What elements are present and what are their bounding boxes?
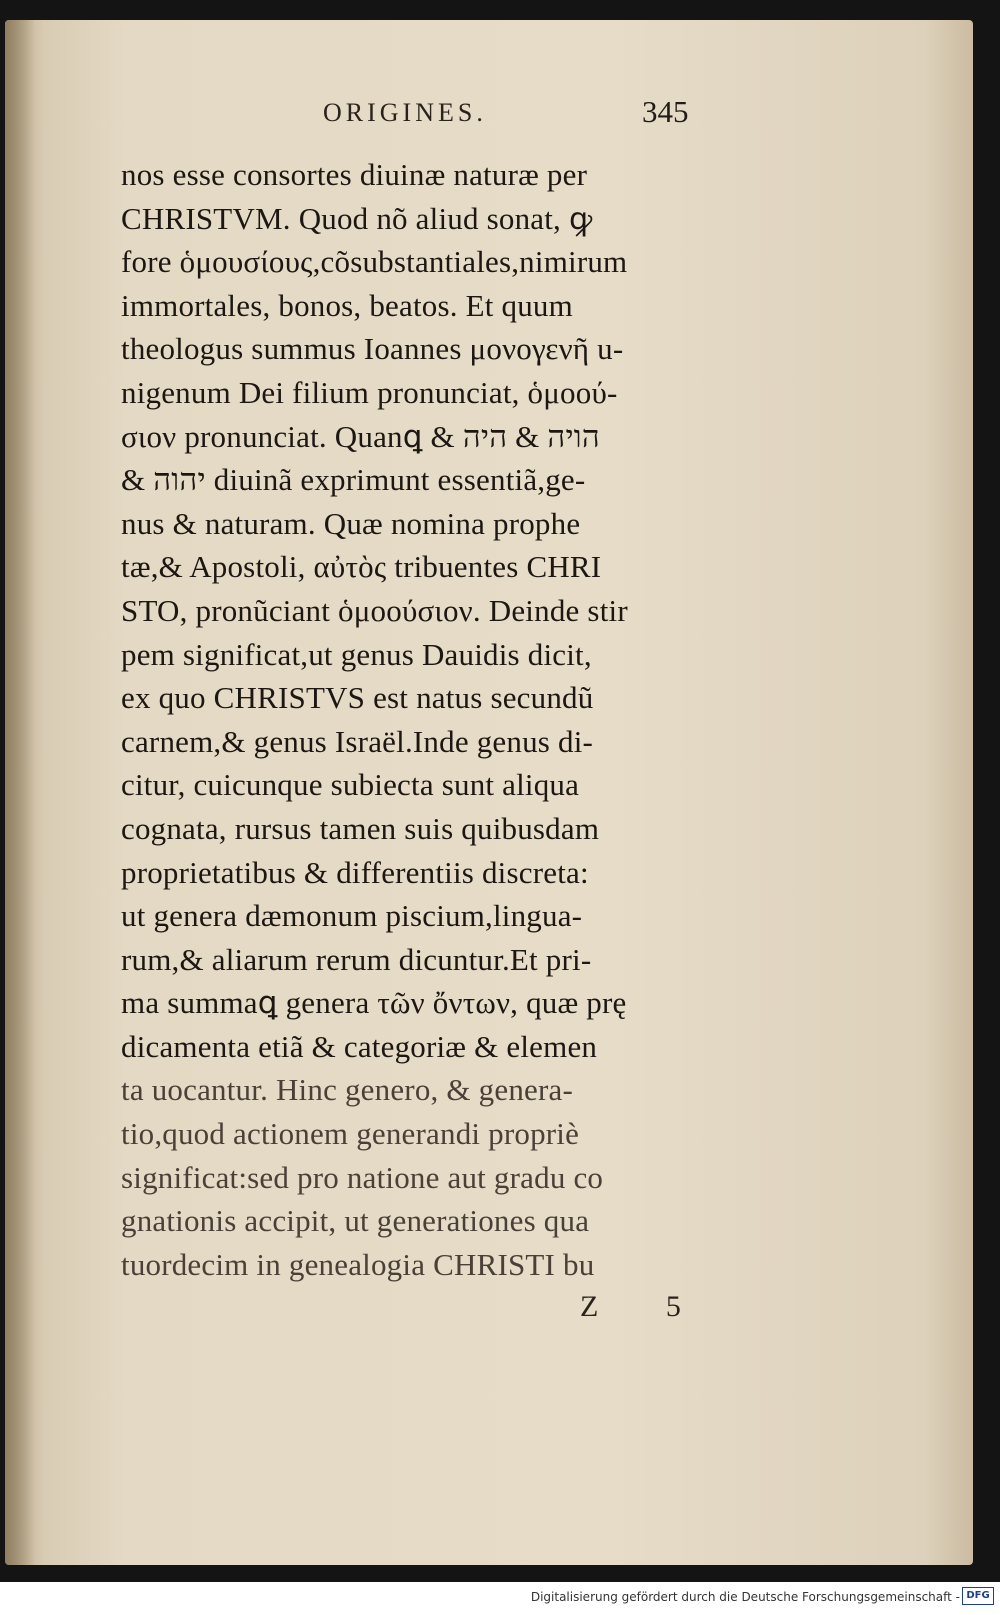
text-line: σιον pronunciat. Quanꝗ & הויה & היה xyxy=(121,418,600,454)
page-number: 345 xyxy=(642,94,689,129)
text-line: dicamenta etiã & categoriæ & elemen xyxy=(121,1028,598,1064)
text-line: rum,& aliarum rerum dicuntur.Et pri- xyxy=(121,941,592,977)
text-line: & יהוה diuinã exprimunt essentiã,ge- xyxy=(121,462,586,498)
text-line: STO, pronũciant ὁμοούσιον. Deinde stir xyxy=(121,592,628,628)
text-line: gnationis accipit, ut generationes qua xyxy=(121,1203,590,1239)
body-text xyxy=(121,153,761,1286)
text-line: CHRISTVM. Quod nõ aliud sonat, ꝙ xyxy=(121,200,593,236)
text-line: immortales, bonos, beatos. Et quum xyxy=(121,287,573,323)
text-line: theologus summus Ioannes μονογενῆ u- xyxy=(121,331,624,367)
text-line: ut genera dæmonum piscium,lingua- xyxy=(121,898,583,934)
text-line: pem significat,ut genus Dauidis dicit, xyxy=(121,636,592,672)
text-line: carnem,& genus Israël.Inde genus di- xyxy=(121,723,594,759)
text-line: tio,quod actionem generandi propriè xyxy=(121,1116,580,1152)
book-page xyxy=(5,20,973,1565)
text-line: ma summaꝗ genera τῶν ὄντων, quæ prę xyxy=(121,985,627,1021)
text-line: nos esse consortes diuinæ naturæ per xyxy=(121,157,588,192)
running-title: ORIGINES. xyxy=(323,98,487,127)
footer-credit: Digitalisierung gefördert durch die Deutsche Forschungsgemeinschaft - xyxy=(530,1590,960,1604)
text-line: ta uocantur. Hinc genero, & genera- xyxy=(121,1072,574,1108)
dfg-logo-icon: DFG xyxy=(962,1587,994,1605)
text-line: tæ,& Apostoli, αὐτὸς tribuentes CHRI xyxy=(121,549,602,585)
text-line: fore ὁμουσίους,cõsubstantiales,nimirum xyxy=(121,244,628,280)
running-head xyxy=(5,94,973,138)
text-line: significat:sed pro natione aut gradu co xyxy=(121,1159,604,1195)
text-line: nigenum Dei filium pronunciat, ὁμοού- xyxy=(121,374,618,410)
text-line: proprietatibus & differentiis discreta: xyxy=(121,854,589,890)
page-gutter-shadow xyxy=(5,20,35,1565)
signature-mark: Z 5 xyxy=(580,1290,711,1323)
text-line: nus & naturam. Quæ nomina prophe xyxy=(121,505,581,541)
text-line: tuordecim in genealogia CHRISTI bu xyxy=(121,1246,595,1282)
text-line: citur, cuicunque subiecta sunt aliqua xyxy=(121,767,580,803)
text-line: ex quo CHRISTVS est natus secundũ xyxy=(121,680,594,716)
digitization-footer xyxy=(0,1582,1000,1615)
text-line: cognata, rursus tamen suis quibusdam xyxy=(121,810,600,846)
